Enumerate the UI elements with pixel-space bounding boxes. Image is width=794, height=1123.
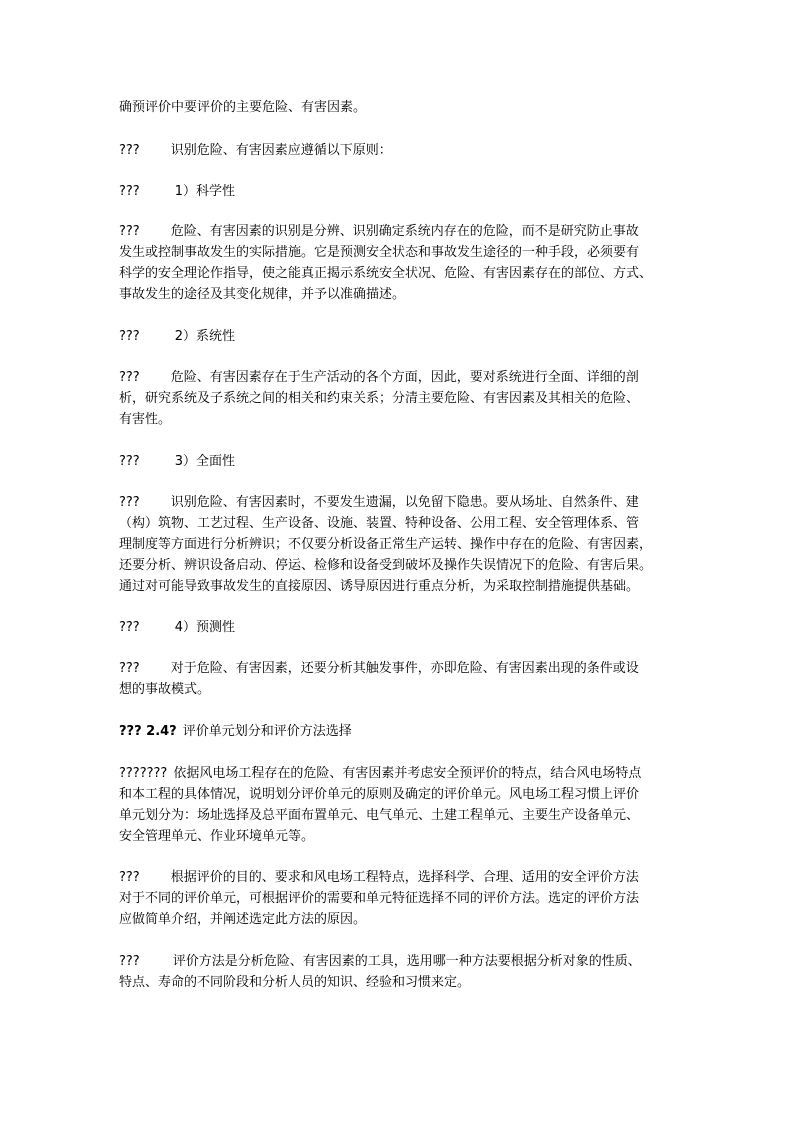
text-line: 发生或控制事故发生的实际措施。它是预测安全状态和事故发生途径的一种手段，必须要有 xyxy=(119,245,640,260)
marker: ??? xyxy=(119,870,140,885)
paragraph-systematic xyxy=(119,367,689,430)
paragraph-unit-division xyxy=(119,763,689,847)
text-line: 评价单元划分和评价方法选择 xyxy=(182,724,352,739)
text-line: 对于危险、有害因素，还要分析其触发事件，亦即危险、有害因素出现的条件或设 xyxy=(170,661,639,676)
section-heading-2-4 xyxy=(119,721,689,742)
text-line: 通过对可能导致事故发生的直接原因、诱导原因进行重点分析，为采取控制措施提供基础。 xyxy=(119,579,640,594)
text-line: 单元划分为：场址选择及总平面布置单元、电气单元、土建工程单元、主要生产设备单元、 xyxy=(119,808,640,823)
text-line: 4）预测性 xyxy=(174,620,235,635)
text-line: 识别危险、有害因素时，不要发生遗漏，以免留下隐患。要从场址、自然条件、建 xyxy=(170,495,639,510)
text-line: 对于不同的评价单元，可根据评价的需要和单元特征选择不同的评价方法。选定的评价方法 xyxy=(119,891,640,906)
text-line: 还要分析、辨识设备启动、停运、检修和设备受到破坏及操作失误情况下的危险、有害后果。 xyxy=(119,558,653,573)
text-line: 识别危险、有害因素应遵循以下原则： xyxy=(170,143,392,158)
text-line: 特点、寿命的不同阶段和分析人员的知识、经验和习惯来定。 xyxy=(119,975,471,990)
marker: ??? xyxy=(119,143,140,158)
text-line: 事故发生的途径及其变化规律，并予以准确描述。 xyxy=(119,287,406,302)
section-number: ??? 2.4? xyxy=(119,724,177,739)
text-line: 科学的安全理论作指导，使之能真正揭示系统安全状况、危险、有害因素存在的部位、方式、 xyxy=(119,266,653,281)
text-line: 安全管理单元、作业环境单元等。 xyxy=(119,829,315,844)
heading-comprehensive xyxy=(119,451,689,472)
text-line: 有害性。 xyxy=(119,412,172,427)
marker: ??????? xyxy=(119,766,168,781)
marker: ??? xyxy=(119,329,140,344)
text-line: 评价方法是分析危险、有害因素的工具，选用哪一种方法要根据分析对象的性质、 xyxy=(172,954,641,969)
text-line: 确预评价中要评价的主要危险、有害因素。 xyxy=(119,100,367,115)
marker: ??? xyxy=(119,224,140,239)
text-line: 和本工程的具体情况，说明划分评价单元的原则及确定的评价单元。风电场工程习惯上评价 xyxy=(119,787,640,802)
text-line: 1）科学性 xyxy=(174,184,235,199)
text-line: 危险、有害因素的识别是分辨、识别确定系统内存在的危险，而不是研究防止事故 xyxy=(170,224,639,239)
heading-predictive xyxy=(119,617,689,638)
text-line: 应做简单介绍，并阐述选定此方法的原因。 xyxy=(119,912,367,927)
marker: ??? xyxy=(119,954,140,969)
heading-systematic xyxy=(119,326,689,347)
text-line: 危险、有害因素存在于生产活动的各个方面，因此，要对系统进行全面、详细的剖 xyxy=(170,370,639,385)
text-line: 想的事故模式。 xyxy=(119,682,211,697)
paragraph-predictive xyxy=(119,658,689,700)
text-line: 根据评价的目的、要求和风电场工程特点，选择科学、合理、适用的安全评价方法 xyxy=(170,870,639,885)
marker: ??? xyxy=(119,370,140,385)
text-line: 析，研究系统及子系统之间的相关和约束关系；分清主要危险、有害因素及其相关的危险、 xyxy=(119,391,640,406)
paragraph-method-selection xyxy=(119,867,689,930)
marker: ??? xyxy=(119,495,140,510)
paragraph-intro xyxy=(119,97,689,118)
heading-scientific xyxy=(119,181,689,202)
paragraph-scientific xyxy=(119,221,689,305)
paragraph-principles-heading xyxy=(119,140,689,161)
text-line: 2）系统性 xyxy=(174,329,235,344)
marker: ??? xyxy=(119,454,140,469)
text-line: （构）筑物、工艺过程、生产设备、设施、装置、特种设备、公用工程、安全管理体系、管 xyxy=(119,516,640,531)
paragraph-method-tool xyxy=(119,951,689,993)
text-line: 依据风电场工程存在的危险、有害因素并考虑安全预评价的特点，结合风电场特点 xyxy=(173,766,642,781)
text-line: 理制度等方面进行分析辨识；不仅要分析设备正常生产运转、操作中存在的危险、有害因素， xyxy=(119,537,653,552)
marker: ??? xyxy=(119,620,140,635)
text-line: 3）全面性 xyxy=(174,454,235,469)
marker: ??? xyxy=(119,184,140,199)
marker: ??? xyxy=(119,661,140,676)
paragraph-comprehensive xyxy=(119,492,689,597)
